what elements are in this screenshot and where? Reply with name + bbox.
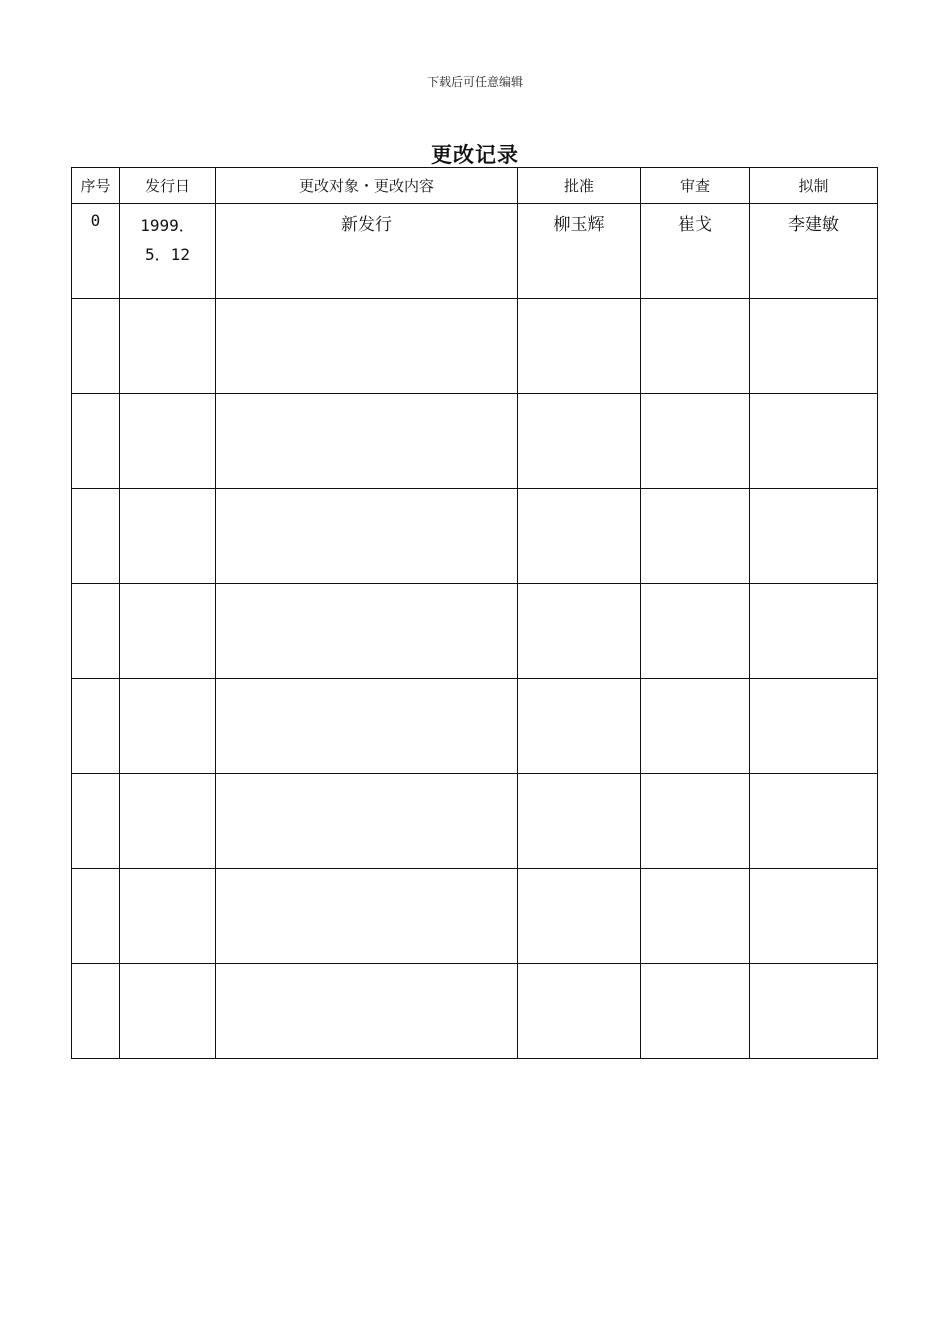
change-record-table bbox=[71, 167, 878, 1059]
cell-review bbox=[641, 299, 750, 394]
seq-value bbox=[72, 964, 119, 971]
date-value bbox=[120, 489, 215, 496]
cell-seq bbox=[72, 964, 120, 1059]
content-value bbox=[216, 869, 517, 875]
cell-content bbox=[216, 869, 518, 964]
draft-value bbox=[750, 394, 877, 400]
date-value: 1999．5．12 bbox=[140, 216, 195, 264]
header-draft: 拟制 bbox=[750, 168, 878, 204]
cell-approve bbox=[518, 869, 641, 964]
content-value: 新发行 bbox=[341, 215, 392, 235]
cell-review bbox=[641, 679, 750, 774]
approve-value bbox=[518, 964, 640, 970]
draft-value bbox=[750, 964, 877, 970]
page-title: 更改记录 bbox=[431, 143, 519, 167]
content-value bbox=[216, 489, 517, 495]
cell-date bbox=[120, 299, 216, 394]
cell-date bbox=[120, 489, 216, 584]
cell-approve bbox=[518, 394, 641, 489]
content-value bbox=[216, 394, 517, 400]
approve-value bbox=[518, 584, 640, 590]
date-value bbox=[120, 679, 215, 686]
cell-seq bbox=[72, 394, 120, 489]
cell-content bbox=[216, 679, 518, 774]
seq-value bbox=[72, 774, 119, 781]
table-row bbox=[72, 869, 878, 964]
cell-content bbox=[216, 299, 518, 394]
review-value bbox=[641, 964, 749, 970]
content-value bbox=[216, 679, 517, 685]
header-issue-date: 发行日 bbox=[120, 168, 216, 204]
cell-seq bbox=[72, 869, 120, 964]
review-value bbox=[641, 489, 749, 495]
cell-seq bbox=[72, 774, 120, 869]
seq-value bbox=[72, 584, 119, 591]
cell-review bbox=[641, 964, 750, 1059]
approve-value: 柳玉辉 bbox=[553, 215, 605, 235]
cell-approve bbox=[518, 299, 641, 394]
cell-approve bbox=[518, 204, 641, 299]
cell-seq bbox=[72, 584, 120, 679]
cell-date bbox=[120, 394, 216, 489]
date-value bbox=[120, 869, 215, 876]
review-value bbox=[641, 584, 749, 590]
approve-value bbox=[518, 869, 640, 875]
cell-draft bbox=[750, 489, 878, 584]
table-row bbox=[72, 679, 878, 774]
cell-draft bbox=[750, 204, 878, 299]
header-review: 审查 bbox=[641, 168, 750, 204]
cell-date bbox=[120, 204, 216, 299]
date-value bbox=[120, 394, 215, 401]
approve-value bbox=[518, 679, 640, 685]
content-value bbox=[216, 964, 517, 970]
table-row bbox=[72, 299, 878, 394]
seq-value: 0 bbox=[90, 211, 101, 230]
cell-date bbox=[120, 964, 216, 1059]
review-value bbox=[641, 869, 749, 875]
date-value bbox=[120, 584, 215, 591]
review-value: 崔戈 bbox=[678, 215, 712, 235]
cell-review bbox=[641, 774, 750, 869]
cell-approve bbox=[518, 964, 641, 1059]
table-row bbox=[72, 964, 878, 1059]
draft-value bbox=[750, 584, 877, 590]
seq-value bbox=[72, 869, 119, 876]
cell-content bbox=[216, 584, 518, 679]
table-row bbox=[72, 204, 878, 299]
draft-value bbox=[750, 299, 877, 305]
cell-seq bbox=[72, 299, 120, 394]
content-value bbox=[216, 299, 517, 305]
cell-approve bbox=[518, 679, 641, 774]
cell-review bbox=[641, 394, 750, 489]
cell-seq bbox=[72, 489, 120, 584]
draft-value: 李建敏 bbox=[788, 215, 839, 235]
cell-date bbox=[120, 869, 216, 964]
cell-draft bbox=[750, 679, 878, 774]
table-row bbox=[72, 394, 878, 489]
cell-content bbox=[216, 394, 518, 489]
cell-review bbox=[641, 204, 750, 299]
header-change-content: 更改对象・更改内容 bbox=[216, 168, 518, 204]
table-row bbox=[72, 774, 878, 869]
content-value bbox=[216, 774, 517, 780]
approve-value bbox=[518, 299, 640, 305]
review-value bbox=[641, 679, 749, 685]
cell-review bbox=[641, 489, 750, 584]
cell-date bbox=[120, 679, 216, 774]
table-row bbox=[72, 584, 878, 679]
approve-value bbox=[518, 489, 640, 495]
seq-value bbox=[72, 394, 119, 401]
date-value bbox=[120, 964, 215, 971]
cell-draft bbox=[750, 774, 878, 869]
review-value bbox=[641, 394, 749, 400]
draft-value bbox=[750, 679, 877, 685]
cell-content bbox=[216, 774, 518, 869]
draft-value bbox=[750, 489, 877, 495]
table-header-row bbox=[72, 168, 878, 204]
table-body bbox=[72, 204, 878, 1059]
cell-approve bbox=[518, 489, 641, 584]
cell-draft bbox=[750, 394, 878, 489]
header-seq: 序号 bbox=[72, 168, 120, 204]
review-value bbox=[641, 299, 749, 305]
date-value bbox=[120, 774, 215, 781]
cell-draft bbox=[750, 869, 878, 964]
cell-draft bbox=[750, 299, 878, 394]
header-note: 下载后可任意编辑 bbox=[426, 75, 523, 89]
draft-value bbox=[750, 869, 877, 875]
approve-value bbox=[518, 774, 640, 780]
draft-value bbox=[750, 774, 877, 780]
cell-approve bbox=[518, 584, 641, 679]
cell-review bbox=[641, 584, 750, 679]
cell-draft bbox=[750, 964, 878, 1059]
cell-seq bbox=[72, 204, 120, 299]
cell-draft bbox=[750, 584, 878, 679]
content-value bbox=[216, 584, 517, 590]
cell-content bbox=[216, 489, 518, 584]
header-approve: 批准 bbox=[518, 168, 641, 204]
review-value bbox=[641, 774, 749, 780]
cell-seq bbox=[72, 679, 120, 774]
approve-value bbox=[518, 394, 640, 400]
cell-approve bbox=[518, 774, 641, 869]
seq-value bbox=[72, 299, 119, 306]
seq-value bbox=[72, 489, 119, 496]
seq-value bbox=[72, 679, 119, 686]
cell-date bbox=[120, 584, 216, 679]
cell-content bbox=[216, 204, 518, 299]
cell-content bbox=[216, 964, 518, 1059]
cell-review bbox=[641, 869, 750, 964]
table-row bbox=[72, 489, 878, 584]
cell-date bbox=[120, 774, 216, 869]
date-value bbox=[120, 299, 215, 306]
